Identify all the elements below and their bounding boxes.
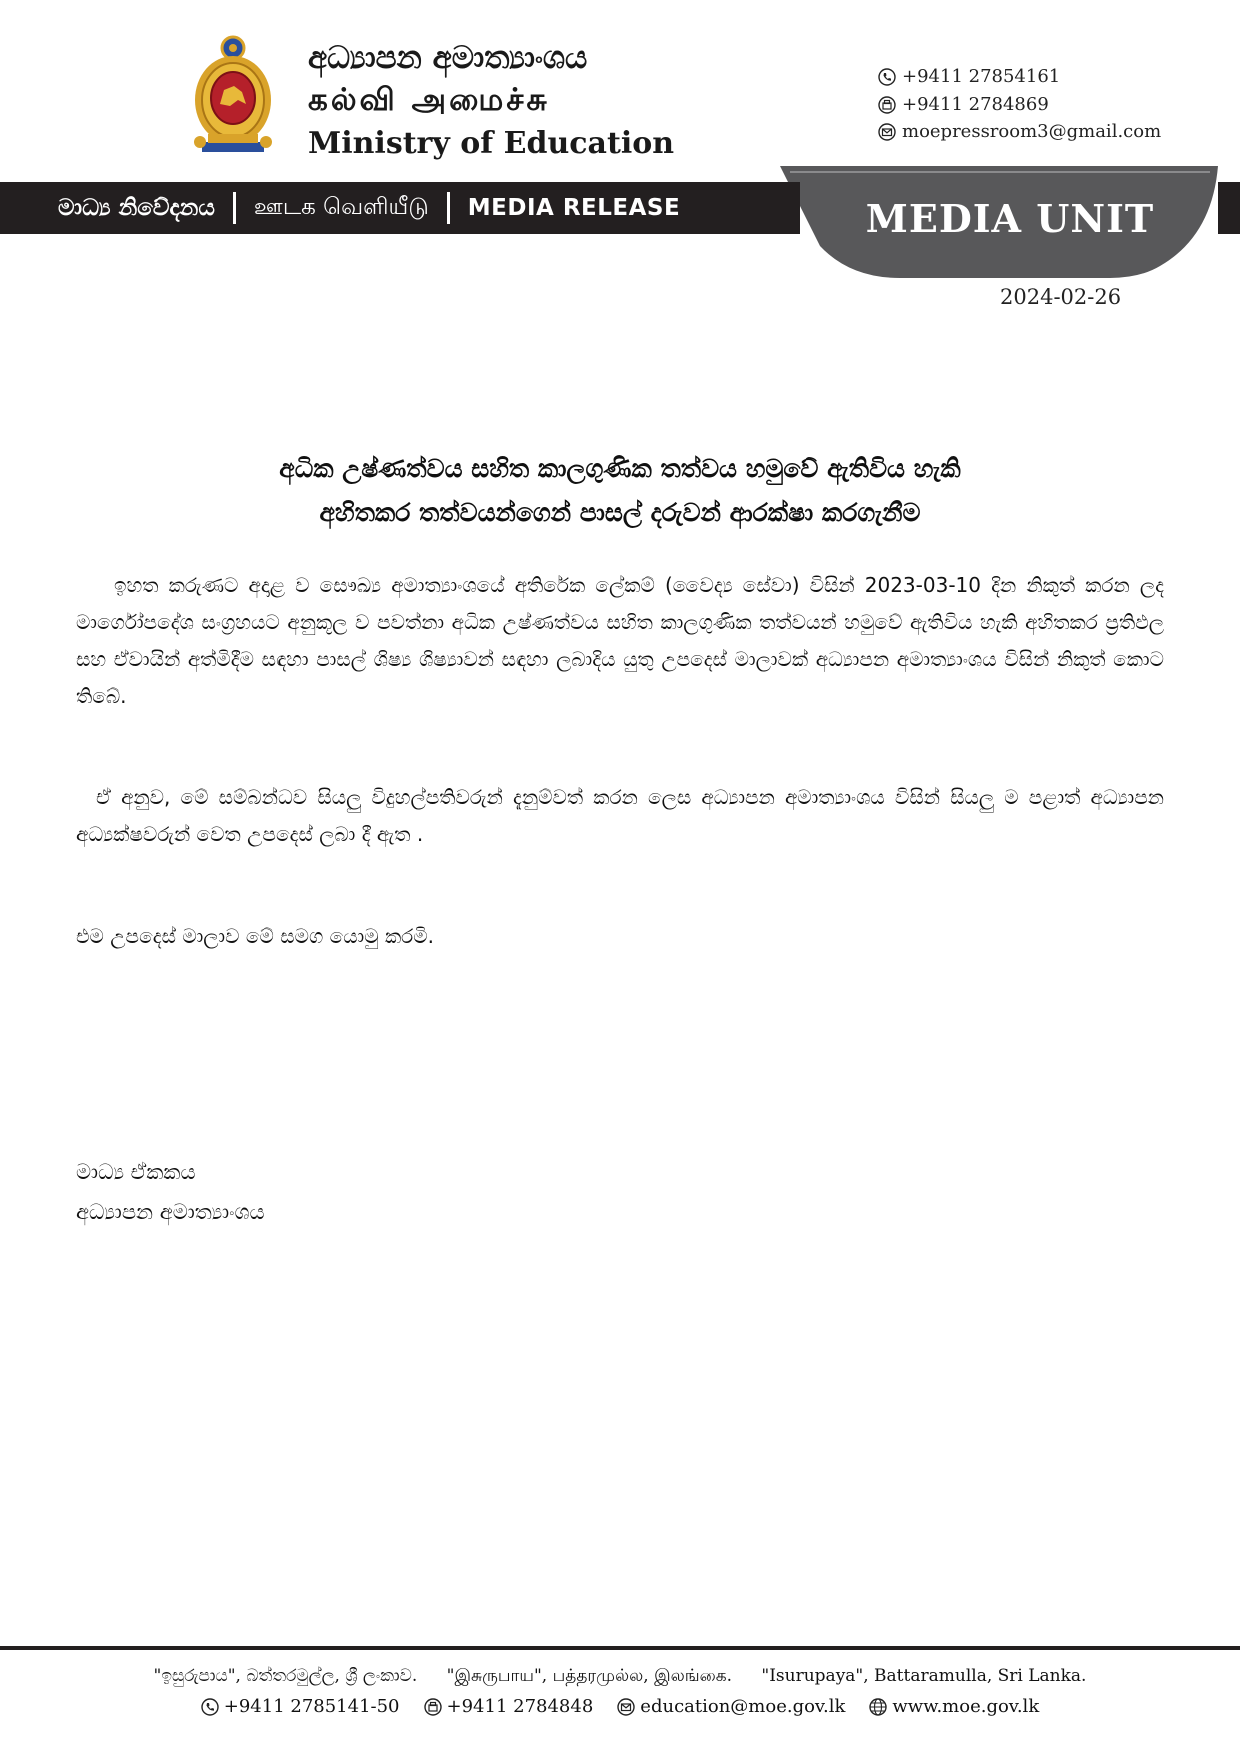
header-phone[interactable] — [878, 66, 1060, 87]
footer-fax — [424, 1696, 594, 1717]
sri-lanka-emblem-logo — [190, 34, 276, 159]
footer-address — [0, 1666, 1240, 1688]
body-paragraph-2: ඒ අනුව, මේ සම්බන්ධව සියලු විදුහල්පතිවරුන් දැනුම්වත් කරන ලෙස අධ්‍යාපන අමාත්‍යාංශය විසින් සියලු ම පළාත් අධ්‍යාපන අධ්‍යක්ෂවරුන් වෙත උපදෙස් ලබා දී ඇත . — [76, 785, 1164, 846]
footer-address-sinhala: "ඉසුරුපාය", බත්තරමුල්ල, ශ්‍රී ලංකාව. — [153, 1666, 418, 1686]
band-divider — [447, 192, 450, 224]
footer-divider — [0, 1646, 1240, 1650]
ministry-name-tamil: கல்வி அமைச்சு — [308, 82, 550, 118]
footer-contacts — [0, 1696, 1240, 1717]
header-fax — [878, 94, 1049, 115]
body-paragraph-1: ඉහත කරුණට අදාළ ව සෞඛ්‍ය අමාත්‍යාංශයේ අතිරේක ලේකම් (වෛද්‍ය සේවා) විසින් 2023-03-10 දින නිකුත් කරන ලද මාර්ගෝපදේශ සංග්‍රහයට අනුකූල ව පවත්නා අධික උෂ්ණත්වය සහිත කාලගුණික තත්වයන් හමුවේ ඇතිවිය හැකි අහිතකර ප්‍රතිඵල සහ ඒවායින් අත්මිදීම සඳහා පාසල් ශිෂ්‍ය ශිෂ්‍යාවන් සඳහා ලබාදිය යුතු උපදෙස් මාලාවක් අධ්‍යාපන අමාත්‍යාංශය විසින් නිකුත් කොට තිබේ. — [76, 573, 1164, 708]
footer-address-tamil: "இசுருபாய", பத்தரமுல்ல, இலங்கை. — [446, 1666, 732, 1686]
media-unit-label: MEDIA UNIT — [865, 196, 1155, 241]
signature-ministry: අධ්‍යාපන අමාත්‍යාංශය — [76, 1200, 265, 1224]
footer-phone[interactable] — [201, 1696, 400, 1717]
globe-icon — [869, 1698, 887, 1716]
phone-icon — [201, 1698, 219, 1716]
email-icon — [617, 1698, 635, 1716]
footer-address-english: "Isurupaya", Battaramulla, Sri Lanka. — [761, 1666, 1087, 1686]
media-release-sinhala: මාධ්‍ය නිවේදනය — [58, 195, 215, 221]
footer-website-text: www.moe.gov.lk — [892, 1696, 1040, 1717]
footer-email-text: education@moe.gov.lk — [640, 1696, 846, 1717]
header-email-text: moepressroom3@gmail.com — [902, 121, 1162, 142]
footer-phone-text: +9411 2785141-50 — [223, 1696, 400, 1717]
media-release-band — [0, 182, 800, 234]
header-fax-text: +9411 2784869 — [902, 94, 1049, 115]
fax-icon — [424, 1698, 442, 1716]
fax-icon — [878, 96, 896, 114]
footer-email[interactable] — [617, 1696, 845, 1717]
ministry-name-english: Ministry of Education — [308, 126, 675, 161]
footer-fax-text: +9411 2784848 — [446, 1696, 594, 1717]
band-divider — [233, 192, 236, 224]
email-icon — [878, 123, 896, 141]
header-email[interactable] — [878, 121, 1161, 142]
media-release-english: MEDIA RELEASE — [467, 195, 681, 221]
header-phone-text: +9411 27854161 — [902, 66, 1061, 87]
signature-unit: මාධ්‍ය ඒකකය — [76, 1160, 196, 1184]
phone-icon — [878, 68, 896, 86]
headline-line-2: අහිතකර තත්වයන්ගෙන් පාසල් දරුවන් ආරක්ෂා කරගැනීම — [319, 498, 921, 527]
footer-website[interactable] — [869, 1696, 1039, 1717]
media-release-tamil: ஊடக வெளியீடு — [253, 193, 429, 220]
body-paragraph-3: එම උපදෙස් මාලාව මේ සමග යොමු කරමි. — [76, 924, 435, 948]
ministry-name-sinhala: අධ්‍යාපන අමාත්‍යාංශය — [308, 40, 588, 76]
headline-line-1: අධික උෂ්ණත්වය සහිත කාලගුණික තත්වය හමුවේ ඇතිවිය හැකි — [279, 454, 961, 483]
release-date: 2024-02-26 — [1000, 285, 1122, 309]
